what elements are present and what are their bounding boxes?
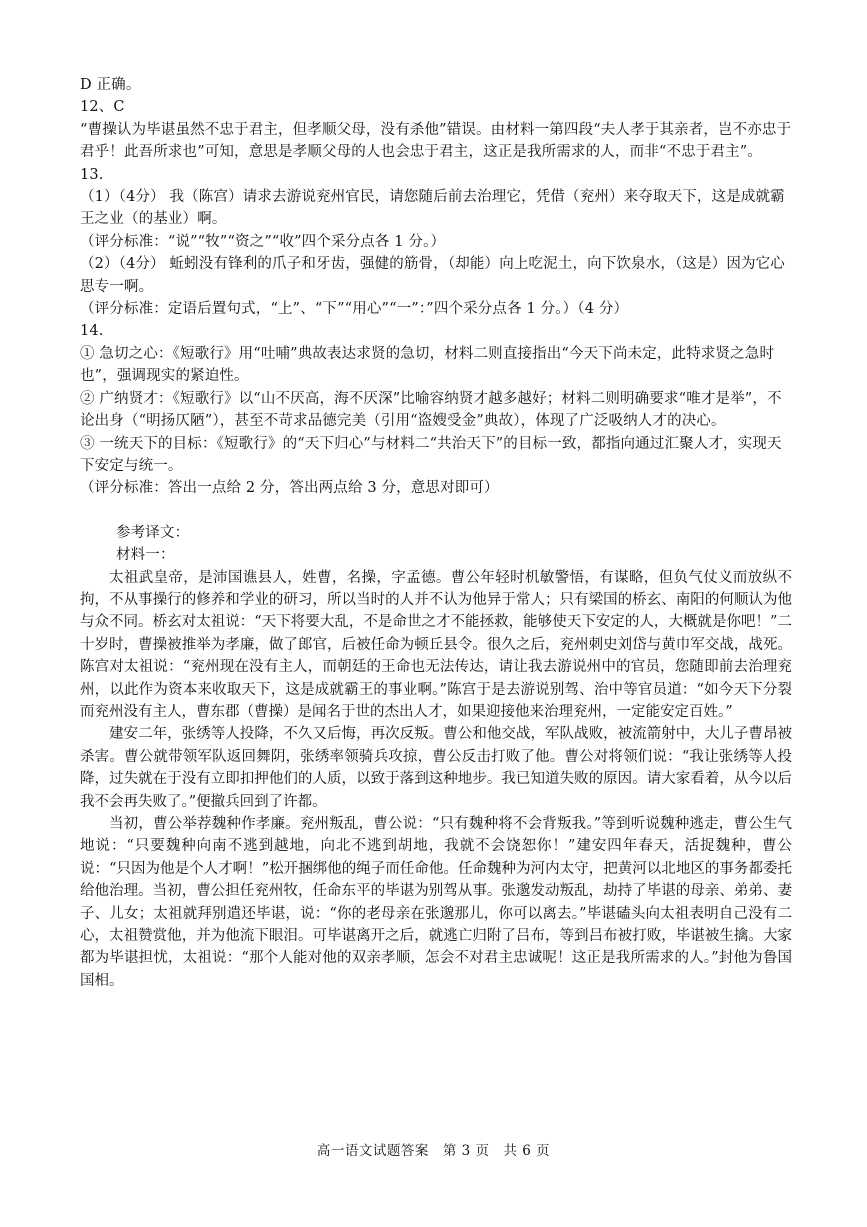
q13-part1-scoring: （评分标准：“说”“牧”“资之”“收”四个采分点各 1 分。） [80, 233, 446, 250]
translation-heading: 参考译文： [116, 524, 190, 541]
q14-scoring: （评分标准：答出一点给 2 分，答出两点给 3 分，意思对即可） [80, 480, 499, 497]
q14-point2: ② 广纳贤才：《短歌行》以“山不厌高，海不厌深”比喻容纳贤才越多越好；材料二则明确要求“唯才是举”，不论出身（“明扬仄陋”），甚至不苛求品德完美（引用“盗嫂受金”典故），体现了广泛吸纳人才的决心。 [80, 390, 782, 430]
answer-page [80, 74, 792, 992]
q12-heading: 12、C [80, 99, 125, 116]
q13-part1-answer: （1）（4分） 我（陈宫）请求去游说兖州官民，请您随后前去治理它，凭借（兖州）来夺取天下，这是成就霸王之业（的基业）啊。 [80, 189, 785, 228]
section-gap [80, 500, 792, 522]
q13-part2-answer: （2）（4分） 蚯蚓没有锋利的爪子和牙齿，强健的筋骨，（却能）向上吃泥土，向下饮泉水，（这是）因为它心思专一啊。 [80, 256, 785, 295]
page-footer: 高一语文试题答案 第 3 页 共 6 页 [316, 1143, 551, 1159]
q12-explanation: “曹操认为毕谌虽然不忠于君主，但孝顺父母，没有杀他”错误。由材料一第四段“夫人孝于其亲者，岂不亦忠于君乎！此吾所求也”可知，意思是孝顺父母的人也会忠于君主，这正是我所需求的人，而非“不忠于君主”。 [80, 121, 792, 161]
answer-d-correct: D 正确。 [80, 77, 141, 93]
translation-paragraph-1: 太祖武皇帝，是沛国谯县人，姓曹，名操，字孟德。曹公年轻时机敏警悟，有谋略，但负气仗义而放纵不拘，不从事操行的修养和学业的研习，所以当时的人并不认为他异于常人；只有梁国的桥玄、南阳的何顺认为他与众不同。桥玄对太祖说：“天下将要大乱，不是命世之才不能拯救，能够使天下安定的人，大概就是你吧！”二十岁时，曹操被推举为孝廉，做了郎官，后被任命为顿丘县令。很久之后，兖州刺史刘岱与黄巾军交战，战死。陈宫对太祖说：“兖州现在没有主人，而朝廷的王命也无法传达，请让我去游说州中的官员，您随即前去治理兖州，以此作为资本来收取天下，这是成就霸王的事业啊。”陈宫于是去游说别驾、治中等官员道：“如今天下分裂而兖州没有主人，曹东郡（曹操）是闻名于世的杰出人才，如果迎接他来治理兖州，一定能安定百姓。” [80, 569, 792, 720]
material-one-label: 材料一： [116, 547, 175, 564]
q14-heading: 14. [80, 323, 104, 340]
q14-point3: ③ 一统天下的目标：《短歌行》的“天下归心”与材料二“共治天下”的目标一致，都指向通过汇聚人才，实现天下安定与统一。 [80, 435, 782, 474]
q13-part2-scoring: （评分标准：定语后置句式，“上”、“下”“用心”“一”：”四个采分点各 1 分。）（4 分） [80, 301, 629, 318]
translation-paragraph-3: 当初，曹公举荐魏种作孝廉。兖州叛乱，曹公说：“只有魏种将不会背叛我。”等到听说魏种逃走，曹公生气地说：“只要魏种向南不逃到越地，向北不逃到胡地，我就不会饶恕你！”建安四年春天，活捉魏种，曹公说：“只因为他是个人才啊！”松开捆绑他的绳子而任命他。任命魏种为河内太守，把黄河以北地区的事务都委托给他治理。当初，曹公担任兖州牧，任命东平的毕谌为别驾从事。张邈发动叛乱，劫持了毕谌的母亲、弟弟、妻子、儿女；太祖就拜别遣还毕谌，说：“你的老母亲在张邈那儿，你可以离去。”毕谌磕头向太祖表明自己没有二心，太祖赞赏他，并为他流下眼泪。可毕谌离开之后，就逃亡归附了吕布，等到吕布被打败，毕谌被生擒。大家都为毕谌担忧，太祖说：“那个人能对他的双亲孝顺，怎会不对君主忠诚呢！这正是我所需求的人。”封他为鲁国国相。 [80, 816, 792, 989]
q13-heading: 13. [80, 166, 104, 183]
translation-paragraph-2: 建安二年，张绣等人投降，不久又后悔，再次反叛。曹公和他交战，军队战败，被流箭射中，大儿子曹昂被杀害。曹公就带领军队返回舞阴，张绣率领骑兵攻掠，曹公反击打败了他。曹公对将领们说：“我让张绣等人投降，过失就在于没有立即扣押他们的人质，以致于落到这种地步。我已知道失败的原因。请大家看着，从今以后我不会再失败了。”便撤兵回到了许都。 [80, 726, 792, 810]
q14-point1: ① 急切之心：《短歌行》用“吐哺”典故表达求贤的急切，材料二则直接指出“今天下尚未定，此特求贤之急时也”，强调现实的紧迫性。 [80, 345, 775, 385]
